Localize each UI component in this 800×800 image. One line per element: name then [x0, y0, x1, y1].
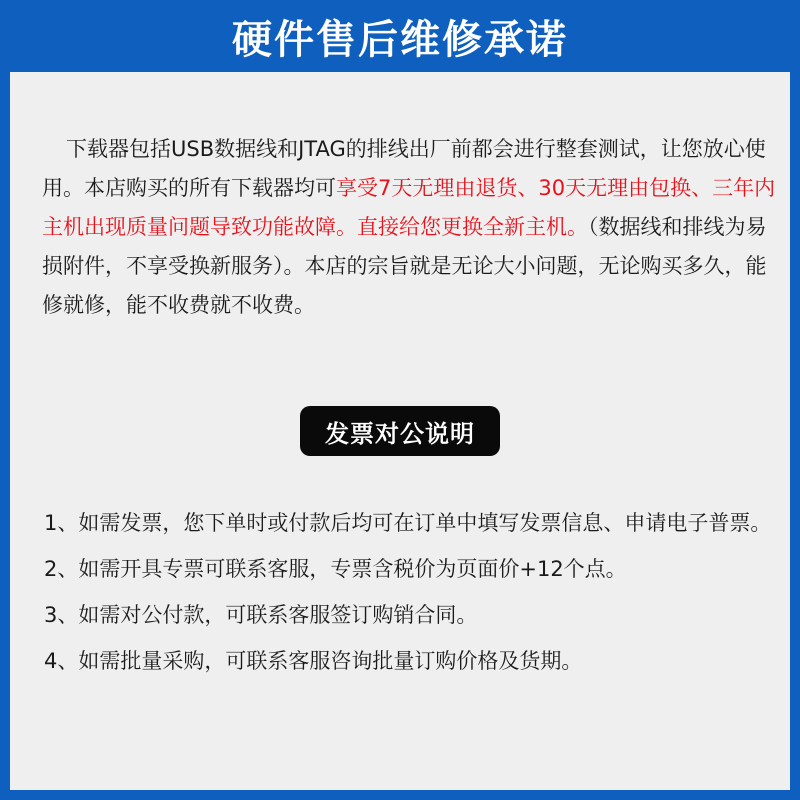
intro-text-part1: 下载器包括USB数据线和JTAG的排线出厂前都会进行整套测试，让您放心使用。本店购买的所有下载器均可: [42, 137, 766, 200]
page-title: 硬件售后维修承诺: [232, 16, 568, 63]
intro-highlight-text: 享受7天无理由退货、30天无理由包换、三年内主机出现质量问题导致功能故障。直接给您更换全新主机。: [42, 176, 776, 239]
list-item: 4、如需批量采购，可联系客服咨询批量订购价格及货期。: [44, 649, 583, 673]
after-sales-promise-text: [42, 130, 782, 325]
invoice-section-title: 发票对公说明: [300, 406, 500, 456]
invoice-item-list: [44, 504, 784, 688]
list-item: 3、如需对公付款，可联系客服签订购销合同。: [44, 603, 478, 627]
intro-text-part2: （数据线和排线为易损附件，不享受换新服务）。本店的宗旨就是无论大小问题，无论购买多久，能修就修，能不收费就不收费。: [42, 215, 767, 317]
content-panel: [10, 72, 790, 790]
list-item: 1、如需发票，您下单时或付款后均可在订单中填写发票信息、申请电子普票。: [44, 511, 772, 535]
list-item: 2、如需开具专票可联系客服，专票含税价为页面价+12个点。: [44, 557, 627, 581]
